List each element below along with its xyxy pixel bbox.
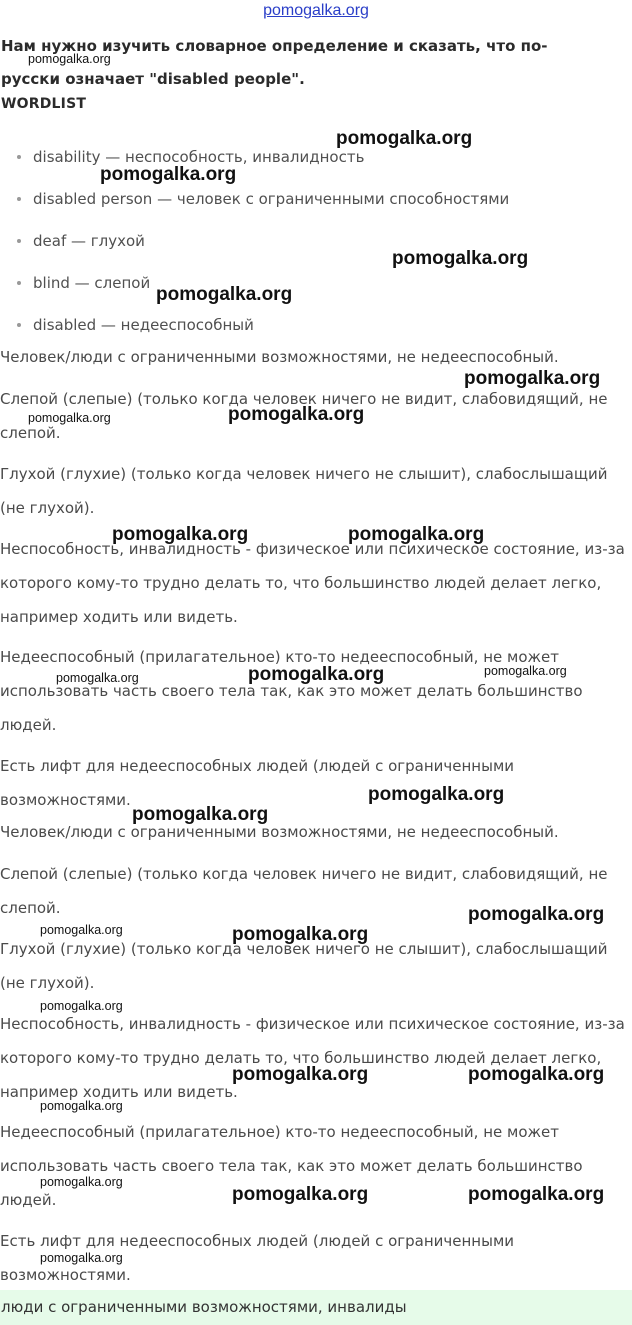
watermark: pomogalka.org — [28, 411, 111, 425]
paragraph: Неспособность, инвалидность - физическое или психическое состояние, из-за которого кому-то трудно делать то, что большинство людей делает легко, например ходить или видеть. — [0, 1015, 625, 1101]
wordlist-item: deaf — глухой — [0, 224, 509, 266]
watermark: pomogalka.org — [468, 1184, 605, 1205]
watermark: pomogalka.org — [232, 924, 369, 945]
watermark: pomogalka.org — [56, 671, 139, 685]
site-link[interactable]: pomogalka.org — [263, 2, 369, 19]
watermark: pomogalka.org — [468, 904, 605, 925]
watermark: pomogalka.org — [232, 1064, 369, 1085]
bullet-icon — [17, 155, 21, 159]
paragraph: Есть лифт для недееспособных людей (людей с ограниченными возможностями. — [0, 1232, 515, 1284]
watermark: pomogalka.org — [112, 524, 249, 545]
paragraph: Глухой (глухие) (только когда человек ничего не слышит), слабослышащий (не глухой). — [0, 465, 608, 517]
wordlist-item: disabled — недееспособный — [0, 308, 509, 350]
wordlist-item: disabled person — человек с ограниченными способностями — [0, 182, 509, 224]
watermark: pomogalka.org — [228, 404, 365, 425]
paragraph: Человек/люди с ограниченными возможностями, не недееспособный. — [0, 348, 559, 366]
answer-box: люди с ограниченными возможностями, инвалиды — [0, 1290, 632, 1325]
bullet-icon — [17, 239, 21, 243]
watermark: pomogalka.org — [368, 784, 505, 805]
question-text: Нам нужно изучить словарное определение и сказать, что по-русски означает "disabled people". — [1, 37, 548, 88]
watermark: pomogalka.org — [132, 804, 269, 825]
wordlist-item: blind — слепой — [0, 266, 509, 308]
bullet-icon — [17, 281, 21, 285]
watermark: pomogalka.org — [40, 923, 123, 937]
paragraph: Недееспособный (прилагательное) кто-то недееспособный, не может использовать часть своего тела так, как это может делать большинство людей. — [0, 648, 583, 734]
watermark: pomogalka.org — [336, 128, 473, 149]
watermark: pomogalka.org — [348, 524, 485, 545]
watermark: pomogalka.org — [40, 1175, 123, 1189]
paragraph: Недееспособный (прилагательное) кто-то недееспособный, не может использовать часть своего тела так, как это может делать большинство людей. — [0, 1123, 583, 1209]
watermark: pomogalka.org — [232, 1184, 369, 1205]
watermark: pomogalka.org — [40, 1099, 123, 1113]
watermark: pomogalka.org — [468, 1064, 605, 1085]
watermark: pomogalka.org — [392, 248, 529, 269]
watermark: pomogalka.org — [484, 664, 567, 678]
wordlist-item: disability — неспособность, инвалидность — [0, 140, 509, 182]
watermark: pomogalka.org — [248, 664, 385, 685]
watermark: pomogalka.org — [100, 164, 237, 185]
watermark: pomogalka.org — [40, 999, 123, 1013]
watermark: pomogalka.org — [156, 284, 293, 305]
watermark: pomogalka.org — [28, 52, 111, 66]
bullet-icon — [17, 197, 21, 201]
watermark: pomogalka.org — [40, 1251, 123, 1265]
bullet-icon — [17, 323, 21, 327]
paragraph: Есть лифт для недееспособных людей (людей с ограниченными возможностями. — [0, 757, 515, 809]
watermark: pomogalka.org — [464, 368, 601, 389]
paragraph: Человек/люди с ограниченными возможностями, не недееспособный. — [0, 823, 559, 841]
paragraph: Слепой (слепые) (только когда человек ничего не видит, слабовидящий, не слепой. — [0, 390, 608, 442]
paragraph: Глухой (глухие) (только когда человек ничего не слышит), слабослышащий (не глухой). — [0, 940, 608, 992]
paragraph: Неспособность, инвалидность - физическое или психическое состояние, из-за которого кому-то трудно делать то, что большинство людей делает легко, например ходить или видеть. — [0, 540, 625, 626]
wordlist-heading: WORDLIST — [1, 96, 87, 112]
paragraph: Слепой (слепые) (только когда человек ничего не видит, слабовидящий, не слепой. — [0, 865, 608, 917]
wordlist — [0, 140, 509, 350]
